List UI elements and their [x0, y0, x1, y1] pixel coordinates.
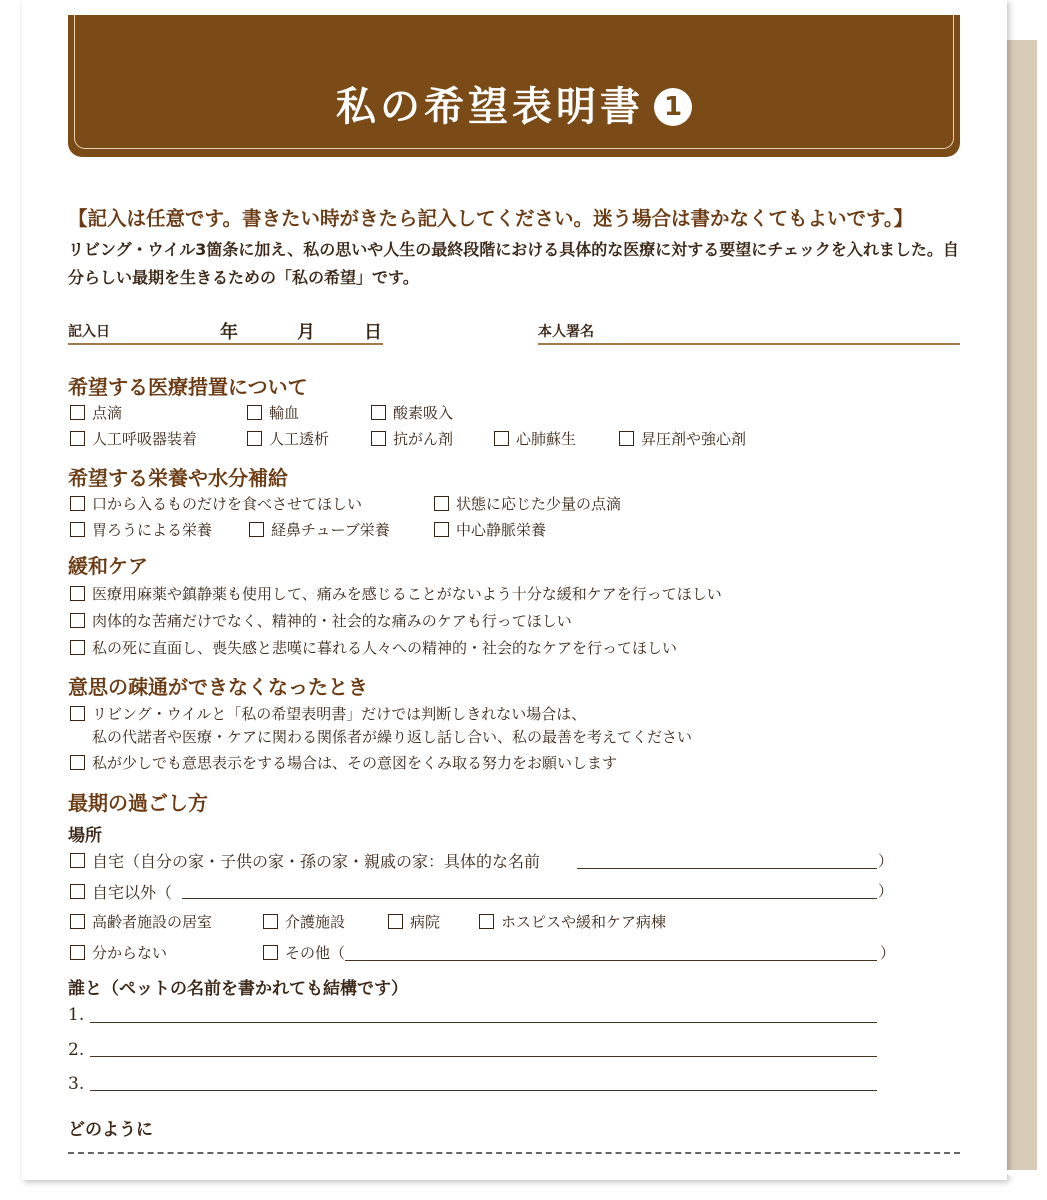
communication-option[interactable]: 私が少しでも意思表示をする場合は、その意図をくみ取る努力をお願いします — [70, 752, 617, 773]
checkbox[interactable] — [371, 405, 386, 420]
checkbox[interactable] — [263, 945, 278, 960]
close-paren: ） — [878, 882, 894, 900]
page-title-text: 私の希望表明書 — [336, 84, 644, 130]
date-label: 記入日 — [68, 324, 110, 340]
place-option-other[interactable]: その他（ — [263, 942, 345, 963]
checkbox[interactable] — [70, 884, 85, 899]
checkbox[interactable] — [434, 496, 449, 511]
checkbox[interactable] — [70, 522, 85, 537]
checkbox[interactable] — [70, 405, 85, 420]
checkbox[interactable] — [70, 755, 85, 770]
medical-option[interactable]: 抗がん剤 — [371, 428, 453, 449]
nutrition-option[interactable]: 状態に応じた少量の点滴 — [434, 493, 621, 514]
checkbox[interactable] — [70, 914, 85, 929]
medical-option[interactable]: 心肺蘇生 — [494, 428, 576, 449]
with-whom-label: 誰と（ペットの名前を書かれても結構です） — [68, 979, 408, 999]
checkbox[interactable] — [619, 431, 634, 446]
page-title — [68, 75, 960, 132]
title-banner — [68, 15, 960, 157]
checkbox[interactable] — [249, 522, 264, 537]
medical-option[interactable]: 人工透析 — [247, 428, 329, 449]
checkbox[interactable] — [70, 496, 85, 511]
checkbox[interactable] — [371, 431, 386, 446]
nutrition-option[interactable]: 胃ろうによる栄養 — [70, 519, 212, 540]
communication-option[interactable]: リビング・ウイルと「私の希望表明書」だけでは判断しきれない場合は、 — [70, 703, 586, 724]
medical-option[interactable]: 昇圧剤や強心剤 — [619, 428, 746, 449]
checkbox[interactable] — [70, 853, 85, 868]
signature-label: 本人署名 — [538, 324, 594, 340]
medical-option[interactable]: 酸素吸入 — [371, 402, 453, 423]
home-name-input-line[interactable] — [577, 868, 877, 869]
medical-heading: 希望する医療措置について — [68, 375, 308, 399]
nutrition-option[interactable]: 経鼻チューブ栄養 — [249, 519, 390, 540]
checkbox[interactable] — [263, 914, 278, 929]
communication-heading: 意思の疎通ができなくなったとき — [68, 675, 368, 699]
checkbox[interactable] — [388, 914, 403, 929]
year-label: 年 — [220, 322, 238, 343]
checkbox[interactable] — [247, 405, 262, 420]
place-option[interactable]: 介護施設 — [263, 911, 345, 932]
list-number: 3. — [68, 1074, 85, 1094]
palliative-option[interactable]: 私の死に直面し、喪失感と悲嘆に暮れる人々への精神的・社会的なケアを行ってほしい — [70, 637, 677, 658]
close-paren: ） — [878, 852, 894, 870]
dashed-divider — [68, 1152, 960, 1154]
list-number: 2. — [68, 1040, 85, 1060]
intro-text: リビング・ウイル3箇条に加え、私の思いや人生の最終段階における具体的な医療に対する要望にチェックを入れました。自分らしい最期を生きるための「私の希望」です。 — [68, 240, 959, 287]
medical-option[interactable]: 輸血 — [247, 402, 299, 423]
checkbox[interactable] — [70, 613, 85, 628]
signature-input-line[interactable] — [538, 343, 960, 345]
month-label: 月 — [297, 322, 315, 343]
close-paren: ） — [880, 944, 896, 962]
torn-edge — [22, 1170, 1022, 1188]
medical-option[interactable]: 人工呼吸器装着 — [70, 428, 197, 449]
other-place-input-line[interactable] — [345, 960, 877, 961]
place-option-unknown[interactable]: 分からない — [70, 942, 167, 963]
nutrition-heading: 希望する栄養や水分補給 — [68, 466, 288, 490]
checkbox[interactable] — [434, 522, 449, 537]
checkbox[interactable] — [247, 431, 262, 446]
place-label: 場所 — [68, 826, 102, 846]
place-option[interactable]: 病院 — [388, 911, 440, 932]
title-number-badge: 1 — [654, 88, 692, 126]
palliative-option[interactable]: 医療用麻薬や鎮静薬も使用して、痛みを感じることがないよう十分な緩和ケアを行ってほしい — [70, 583, 722, 604]
how-label: どのように — [68, 1120, 153, 1140]
nutrition-option[interactable]: 口から入るものだけを食べさせてほしい — [70, 493, 362, 514]
checkbox[interactable] — [70, 431, 85, 446]
nutrition-option[interactable]: 中心静脈栄養 — [434, 519, 546, 540]
medical-option[interactable]: 点滴 — [70, 402, 122, 423]
checkbox[interactable] — [494, 431, 509, 446]
with-whom-input-line-2[interactable] — [90, 1056, 877, 1057]
checkbox[interactable] — [70, 640, 85, 655]
final-days-heading: 最期の過ごし方 — [68, 791, 208, 815]
date-input-line[interactable] — [68, 343, 383, 345]
place-option-outside-home[interactable]: 自宅以外（ — [70, 880, 172, 903]
outside-home-input-line[interactable] — [182, 898, 877, 899]
place-option[interactable]: 高齢者施設の居室 — [70, 911, 212, 932]
checkbox[interactable] — [70, 586, 85, 601]
checkbox[interactable] — [479, 914, 494, 929]
list-number: 1. — [68, 1005, 85, 1025]
place-option[interactable]: ホスピスや緩和ケア病棟 — [479, 911, 666, 932]
communication-option-continued: 私の代諾者や医療・ケアに関わる関係者が繰り返し話し合い、私の最善を考えてください — [92, 728, 693, 746]
day-label: 日 — [364, 322, 382, 343]
checkbox[interactable] — [70, 706, 85, 721]
palliative-option[interactable]: 肉体的な苦痛だけでなく、精神的・社会的な痛みのケアも行ってほしい — [70, 610, 572, 631]
with-whom-input-line-3[interactable] — [90, 1090, 877, 1091]
checkbox[interactable] — [70, 945, 85, 960]
with-whom-input-line-1[interactable] — [90, 1022, 877, 1023]
place-option-home[interactable]: 自宅（自分の家・子供の家・孫の家・親戚の家：具体的な名前 — [70, 849, 540, 872]
palliative-heading: 緩和ケア — [68, 554, 148, 578]
notice-text: 【記入は任意です。書きたい時がきたら記入してください。迷う場合は書かなくてもよいです。】 — [68, 207, 914, 230]
